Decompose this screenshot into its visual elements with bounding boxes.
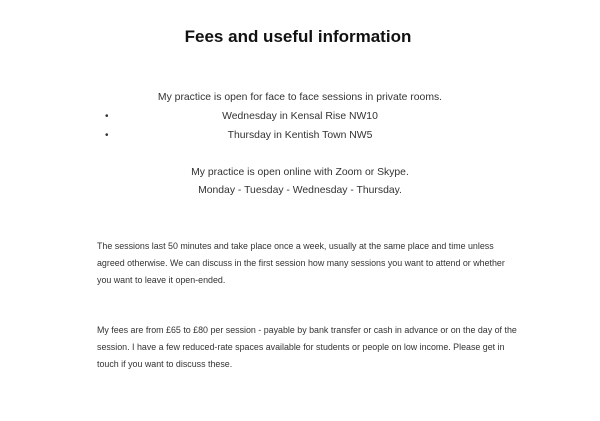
online-days: Monday - Tuesday - Wednesday - Thursday. [198,185,402,196]
in-person-intro: My practice is open for face to face sessions in private rooms. [157,92,443,103]
page-title: Fees and useful information [184,27,412,46]
list-item [0,126,600,145]
location-thursday: Thursday in Kentish Town NW5 [227,130,373,141]
bullet-icon: • [105,130,109,141]
bullet-icon: • [105,111,109,122]
location-wednesday: Wednesday in Kensal Rise NW10 [222,111,378,122]
sessions-paragraph: The sessions last 50 minutes and take place once a week, usually at the same place and time unless agreed otherwise. We can discuss in the first session how many sessions you want to attend or whether you want to leave it open-ended. [97,241,505,286]
location-list [0,107,600,145]
fees-paragraph: My fees are from £65 to £80 per session - payable by bank transfer or cash in advance or on the day of the session. I have a few reduced-rate spaces available for students or people on low income. Please get in touch if you want to discuss these. [97,325,517,370]
list-item [0,107,600,126]
online-intro: My practice is open online with Zoom or Skype. [191,167,409,178]
